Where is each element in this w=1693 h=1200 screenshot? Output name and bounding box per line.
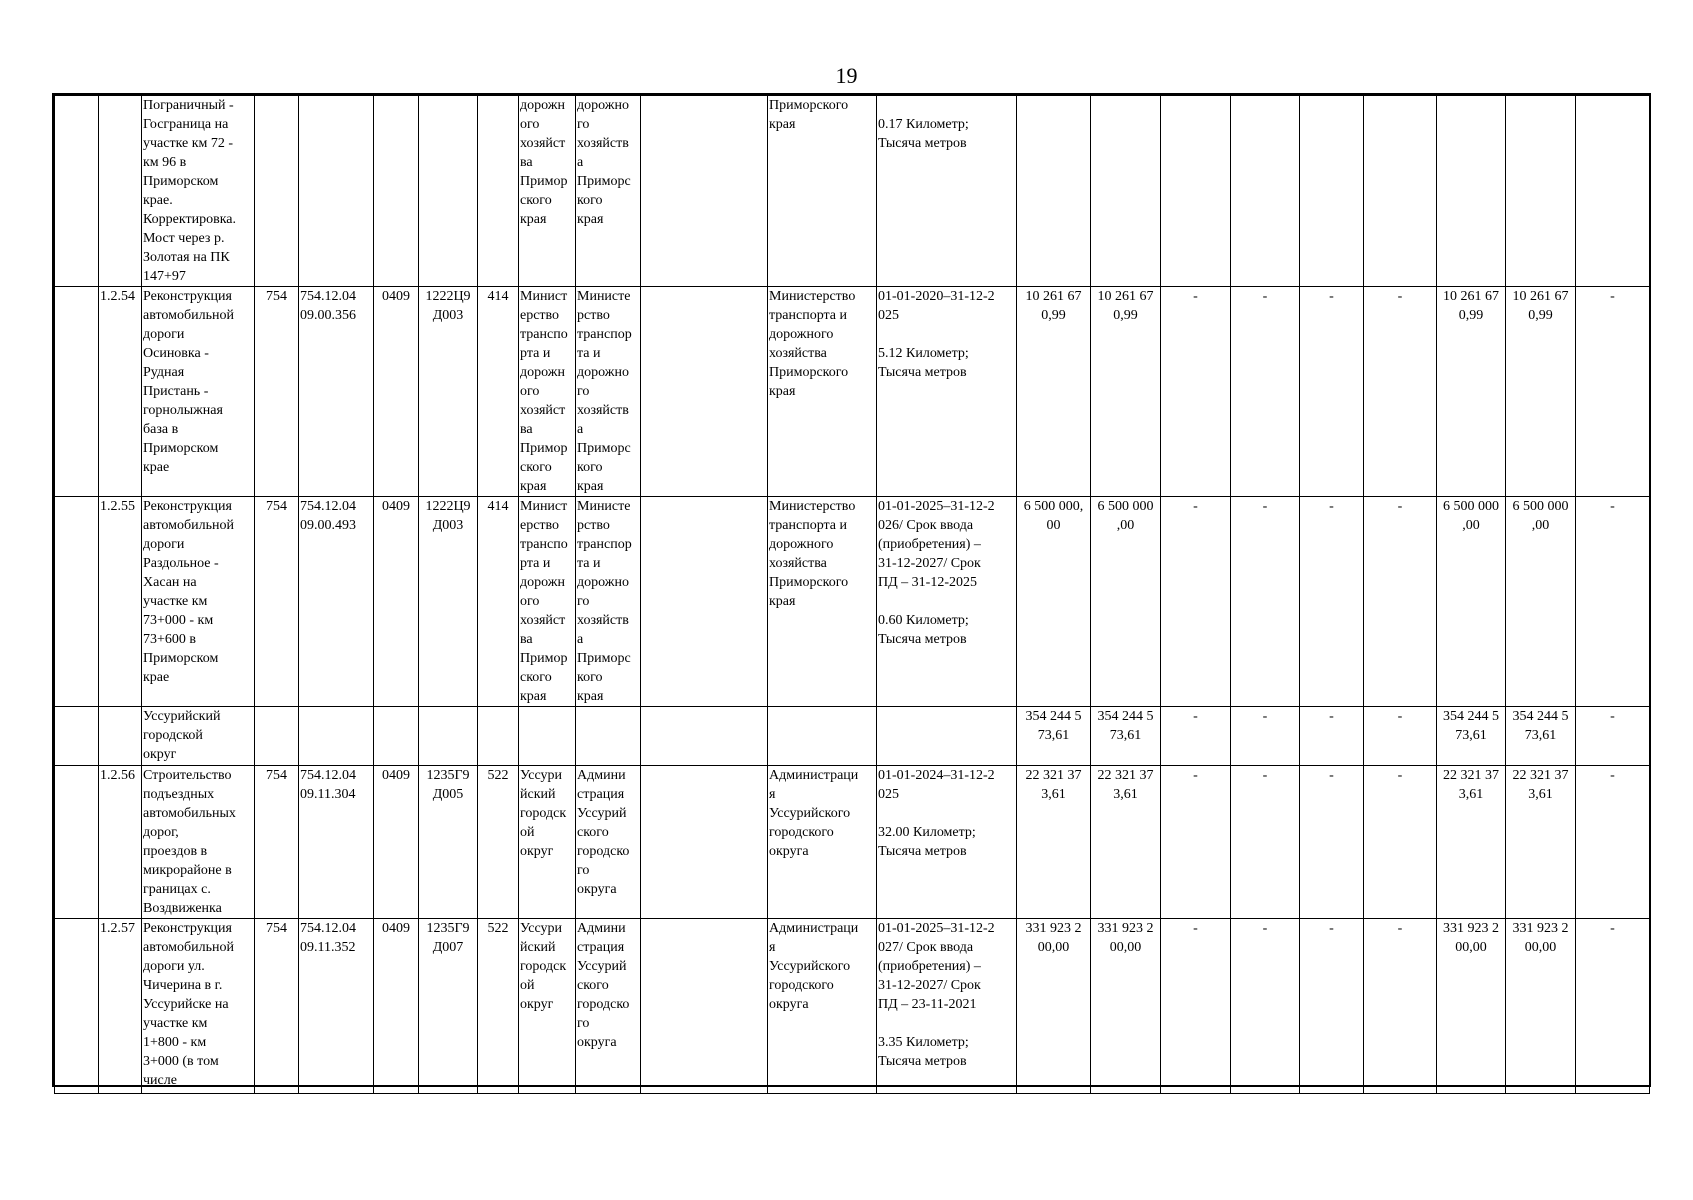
item-number-cell: 1.2.55 xyxy=(99,497,142,707)
amount-cell xyxy=(1437,96,1506,287)
dash-cell xyxy=(1161,96,1231,287)
amount-cell: 331 923 2 00,00 xyxy=(1091,919,1161,1094)
timeline-capacity-cell: 01-01-2025–31-12-2 027/ Срок ввода (приобретения) – 31-12-2027/ Срок ПД – 23-11-2021 3.35 Километр; Тысяча метров xyxy=(877,919,1017,1094)
customer-cell: Админи страция Уссурий ского городско го округа xyxy=(576,919,641,1094)
amount-cell: 6 500 000, 00 xyxy=(1017,497,1091,707)
item-number-cell xyxy=(99,96,142,287)
object-code-cell xyxy=(299,707,374,766)
table-row xyxy=(55,707,1650,766)
dash-cell: - xyxy=(1231,707,1300,766)
object-name-cell: Уссурийский городской округ xyxy=(142,707,255,766)
ministry-code-cell xyxy=(255,707,299,766)
customer-cell xyxy=(576,707,641,766)
expense-type-cell xyxy=(478,707,519,766)
section-code-cell xyxy=(374,707,419,766)
empty-cell xyxy=(641,287,768,497)
dash-cell xyxy=(1300,96,1364,287)
section-code-cell: 0409 xyxy=(374,287,419,497)
table-row xyxy=(55,497,1650,707)
recipient-cell: Минист ерство транспо рта и дорожн ого хозяйст ва Примор ского края xyxy=(519,497,576,707)
amount-cell: 354 244 5 73,61 xyxy=(1017,707,1091,766)
row-blank-cell xyxy=(55,766,99,919)
dash-cell: - xyxy=(1300,707,1364,766)
amount-cell: 331 923 2 00,00 xyxy=(1437,919,1506,1094)
dash-cell: - xyxy=(1576,497,1650,707)
dash-cell: - xyxy=(1161,287,1231,497)
amount-cell: 10 261 67 0,99 xyxy=(1017,287,1091,497)
object-code-cell: 754.12.04 09.11.352 xyxy=(299,919,374,1094)
object-code-cell: 754.12.04 09.00.493 xyxy=(299,497,374,707)
ministry-code-cell: 754 xyxy=(255,287,299,497)
amount-cell xyxy=(1091,96,1161,287)
dash-cell xyxy=(1231,96,1300,287)
timeline-capacity-cell: 0.17 Километр; Тысяча метров xyxy=(877,96,1017,287)
dash-cell: - xyxy=(1576,287,1650,497)
dash-cell: - xyxy=(1231,919,1300,1094)
amount-cell: 10 261 67 0,99 xyxy=(1506,287,1576,497)
responsible-cell: Министерство транспорта и дорожного хозяйства Приморского края xyxy=(768,287,877,497)
dash-cell: - xyxy=(1576,707,1650,766)
amount-cell: 6 500 000 ,00 xyxy=(1091,497,1161,707)
timeline-capacity-cell: 01-01-2025–31-12-2 026/ Срок ввода (приобретения) – 31-12-2027/ Срок ПД – 31-12-2025 0.60 Километр; Тысяча метров xyxy=(877,497,1017,707)
ministry-code-cell: 754 xyxy=(255,497,299,707)
dash-cell: - xyxy=(1161,919,1231,1094)
empty-cell xyxy=(641,766,768,919)
object-name-cell: Строительство подъездных автомобильных дорог, проездов в микрорайоне в границах с. Воздвиженка xyxy=(142,766,255,919)
expense-type-cell xyxy=(478,96,519,287)
table-row xyxy=(55,96,1650,287)
object-code-cell: 754.12.04 09.11.304 xyxy=(299,766,374,919)
table-row xyxy=(55,766,1650,919)
responsible-cell xyxy=(768,707,877,766)
dash-cell: - xyxy=(1576,766,1650,919)
customer-cell: Министе рство транспор та и дорожно го хозяйств а Приморс кого края xyxy=(576,287,641,497)
amount-cell: 22 321 37 3,61 xyxy=(1017,766,1091,919)
dash-cell: - xyxy=(1364,919,1437,1094)
amount-cell: 331 923 2 00,00 xyxy=(1017,919,1091,1094)
dash-cell: - xyxy=(1364,766,1437,919)
recipient-cell: Уссури йский городск ой округ xyxy=(519,919,576,1094)
item-number-cell: 1.2.57 xyxy=(99,919,142,1094)
section-code-cell: 0409 xyxy=(374,497,419,707)
amount-cell: 10 261 67 0,99 xyxy=(1091,287,1161,497)
ministry-code-cell: 754 xyxy=(255,919,299,1094)
dash-cell xyxy=(1576,96,1650,287)
amount-cell: 354 244 5 73,61 xyxy=(1091,707,1161,766)
amount-cell xyxy=(1506,96,1576,287)
amount-cell: 6 500 000 ,00 xyxy=(1506,497,1576,707)
object-code-cell xyxy=(299,96,374,287)
timeline-capacity-cell xyxy=(877,707,1017,766)
dash-cell xyxy=(1364,96,1437,287)
timeline-capacity-cell: 01-01-2020–31-12-2 025 5.12 Километр; Тысяча метров xyxy=(877,287,1017,497)
customer-cell: дорожно го хозяйств а Приморс кого края xyxy=(576,96,641,287)
empty-cell xyxy=(641,919,768,1094)
amount-cell xyxy=(1017,96,1091,287)
recipient-cell: дорожн ого хозяйст ва Примор ского края xyxy=(519,96,576,287)
object-name-cell: Реконструкция автомобильной дороги Осиновка - Рудная Пристань - горнолыжная база в Приморском крае xyxy=(142,287,255,497)
amount-cell: 22 321 37 3,61 xyxy=(1506,766,1576,919)
customer-cell: Админи страция Уссурий ского городско го округа xyxy=(576,766,641,919)
empty-cell xyxy=(641,707,768,766)
responsible-cell: Администраци я Уссурийского городского округа xyxy=(768,766,877,919)
item-number-cell xyxy=(99,707,142,766)
expense-type-cell: 522 xyxy=(478,766,519,919)
object-name-cell: Пограничный - Госграница на участке км 72 - км 96 в Приморском крае. Корректировка. Мост через р. Золотая на ПК 147+97 xyxy=(142,96,255,287)
dash-cell: - xyxy=(1300,919,1364,1094)
section-code-cell xyxy=(374,96,419,287)
ministry-code-cell xyxy=(255,96,299,287)
expense-type-cell: 414 xyxy=(478,497,519,707)
dash-cell: - xyxy=(1231,287,1300,497)
dash-cell: - xyxy=(1300,497,1364,707)
amount-cell: 6 500 000 ,00 xyxy=(1437,497,1506,707)
responsible-cell: Приморского края xyxy=(768,96,877,287)
dash-cell: - xyxy=(1231,497,1300,707)
amount-cell: 22 321 37 3,61 xyxy=(1437,766,1506,919)
budget-table xyxy=(54,95,1650,1094)
timeline-capacity-cell: 01-01-2024–31-12-2 025 32.00 Километр; Тысяча метров xyxy=(877,766,1017,919)
object-code-cell: 754.12.04 09.00.356 xyxy=(299,287,374,497)
amount-cell: 22 321 37 3,61 xyxy=(1091,766,1161,919)
section-code-cell: 0409 xyxy=(374,919,419,1094)
dash-cell: - xyxy=(1161,707,1231,766)
row-blank-cell xyxy=(55,287,99,497)
dash-cell: - xyxy=(1364,707,1437,766)
row-blank-cell xyxy=(55,919,99,1094)
budget-table-wrapper xyxy=(52,93,1651,1087)
row-blank-cell xyxy=(55,707,99,766)
section-code-cell: 0409 xyxy=(374,766,419,919)
table-row xyxy=(55,919,1650,1094)
amount-cell: 10 261 67 0,99 xyxy=(1437,287,1506,497)
item-number-cell: 1.2.54 xyxy=(99,287,142,497)
table-row xyxy=(55,287,1650,497)
target-article-cell: 1222Ц9 Д003 xyxy=(419,287,478,497)
responsible-cell: Администраци я Уссурийского городского округа xyxy=(768,919,877,1094)
recipient-cell: Уссури йский городск ой округ xyxy=(519,766,576,919)
expense-type-cell: 414 xyxy=(478,287,519,497)
dash-cell: - xyxy=(1576,919,1650,1094)
item-number-cell: 1.2.56 xyxy=(99,766,142,919)
dash-cell: - xyxy=(1161,497,1231,707)
empty-cell xyxy=(641,96,768,287)
row-blank-cell xyxy=(55,96,99,287)
row-blank-cell xyxy=(55,497,99,707)
dash-cell: - xyxy=(1364,287,1437,497)
dash-cell: - xyxy=(1364,497,1437,707)
amount-cell: 354 244 5 73,61 xyxy=(1437,707,1506,766)
dash-cell: - xyxy=(1300,766,1364,919)
amount-cell: 331 923 2 00,00 xyxy=(1506,919,1576,1094)
expense-type-cell: 522 xyxy=(478,919,519,1094)
dash-cell: - xyxy=(1231,766,1300,919)
target-article-cell: 1235Г9 Д005 xyxy=(419,766,478,919)
responsible-cell: Министерство транспорта и дорожного хозяйства Приморского края xyxy=(768,497,877,707)
customer-cell: Министе рство транспор та и дорожно го хозяйств а Приморс кого края xyxy=(576,497,641,707)
page-number: 19 xyxy=(835,63,858,88)
ministry-code-cell: 754 xyxy=(255,766,299,919)
empty-cell xyxy=(641,497,768,707)
target-article-cell: 1222Ц9 Д003 xyxy=(419,497,478,707)
object-name-cell: Реконструкция автомобильной дороги ул. Чичерина в г. Уссурийске на участке км 1+800 - км 3+000 (в том числе xyxy=(142,919,255,1094)
amount-cell: 354 244 5 73,61 xyxy=(1506,707,1576,766)
dash-cell: - xyxy=(1161,766,1231,919)
target-article-cell xyxy=(419,96,478,287)
recipient-cell: Минист ерство транспо рта и дорожн ого хозяйст ва Примор ского края xyxy=(519,287,576,497)
target-article-cell: 1235Г9 Д007 xyxy=(419,919,478,1094)
target-article-cell xyxy=(419,707,478,766)
dash-cell: - xyxy=(1300,287,1364,497)
object-name-cell: Реконструкция автомобильной дороги Раздольное - Хасан на участке км 73+000 - км 73+600 в Приморском крае xyxy=(142,497,255,707)
recipient-cell xyxy=(519,707,576,766)
